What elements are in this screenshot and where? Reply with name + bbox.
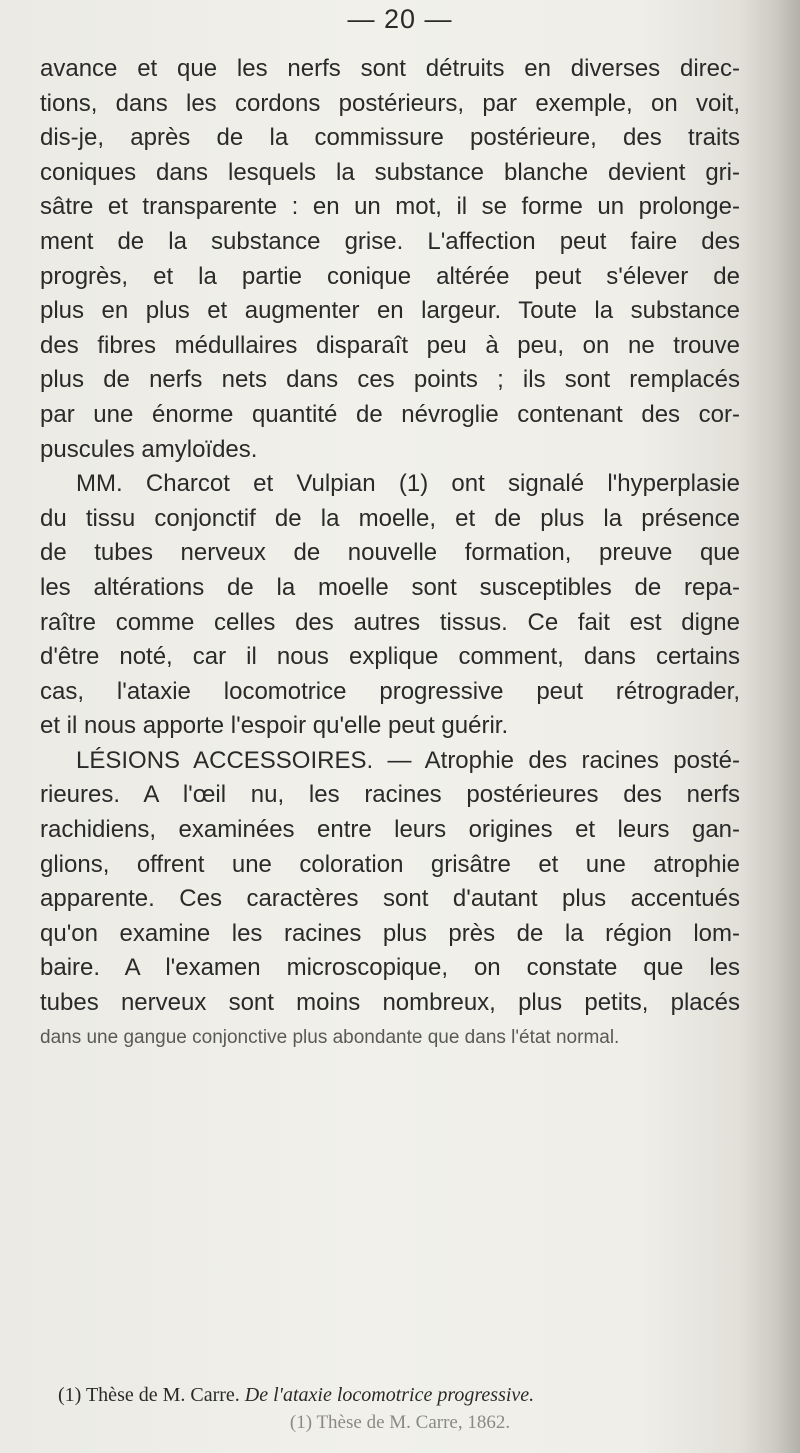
text-line: rieures. A l'œil nu, les racines postérieures des nerfs	[40, 781, 740, 809]
text-line: tubes nerveux sont moins nombreux, plus petits, placés	[40, 989, 740, 1017]
footnote	[58, 1384, 748, 1407]
text-line: plus de nerfs nets dans ces points ; ils sont remplacés	[40, 366, 740, 394]
footnote-author: Thèse de M. Carre.	[85, 1384, 240, 1406]
footnote-title: De l'ataxie locomotrice progressive.	[244, 1384, 535, 1406]
text-line: du tissu conjonctif de la moelle, et de plus la présence	[40, 504, 740, 532]
page-number: — 20 —	[347, 4, 453, 34]
text-line: et il nous apporte l'espoir qu'elle peut guérir.	[40, 712, 509, 740]
text-line: coniques dans lesquels la substance blanche devient gri-	[40, 158, 740, 186]
text-line: qu'on examine les racines plus près de la région lom-	[40, 919, 740, 947]
text-line: dans une gangue conjonctive plus abondante que dans l'état normal.	[40, 1026, 620, 1048]
body-text	[40, 52, 740, 1055]
text-line: raître comme celles des autres tissus. Ce fait est digne	[40, 608, 740, 636]
text-line: sâtre et transparente : en un mot, il se forme un prolonge-	[40, 193, 740, 221]
text-line: progrès, et la partie conique altérée peut s'élever de	[40, 262, 740, 290]
section-heading-line: LÉSIONS ACCESSOIRES. — Atrophie des racines posté-	[76, 746, 740, 774]
text-line: MM. Charcot et Vulpian (1) ont signalé l'hyperplasie	[76, 470, 740, 498]
text-line: tions, dans les cordons postérieurs, par exemple, on voit,	[40, 89, 740, 117]
footnote-bleed-through: (1) Thèse de M. Carre, 1862.	[289, 1412, 511, 1433]
text-line: baire. A l'examen microscopique, on constate que les	[40, 954, 740, 982]
footnote-marker: (1)	[58, 1384, 82, 1406]
text-line: d'être noté, car il nous explique comment, dans certains	[40, 643, 740, 671]
text-line: par une énorme quantité de névroglie contenant des cor-	[40, 400, 740, 428]
text-line: les altérations de la moelle sont susceptibles de repa-	[40, 573, 740, 601]
text-line: dis-je, après de la commissure postérieure, des traits	[40, 124, 740, 152]
text-line: de tubes nerveux de nouvelle formation, preuve que	[40, 539, 740, 567]
text-line: puscules amyloïdes.	[40, 435, 258, 463]
text-line: apparente. Ces caractères sont d'autant plus accentués	[40, 885, 740, 913]
text-line: avance et que les nerfs sont détruits en diverses direc-	[40, 55, 740, 82]
text-line: rachidiens, examinées entre leurs origines et leurs gan-	[40, 816, 740, 844]
book-gutter-shadow	[740, 0, 800, 1453]
text-line: des fibres médullaires disparaît peu à peu, on ne trouve	[40, 331, 740, 359]
text-line: glions, offrent une coloration grisâtre et une atrophie	[40, 850, 740, 878]
text-line: cas, l'ataxie locomotrice progressive peut rétrograder,	[40, 677, 740, 705]
text-line: ment de la substance grise. L'affection peut faire des	[40, 227, 740, 255]
text-line: plus en plus et augmenter en largeur. Toute la substance	[40, 297, 740, 325]
